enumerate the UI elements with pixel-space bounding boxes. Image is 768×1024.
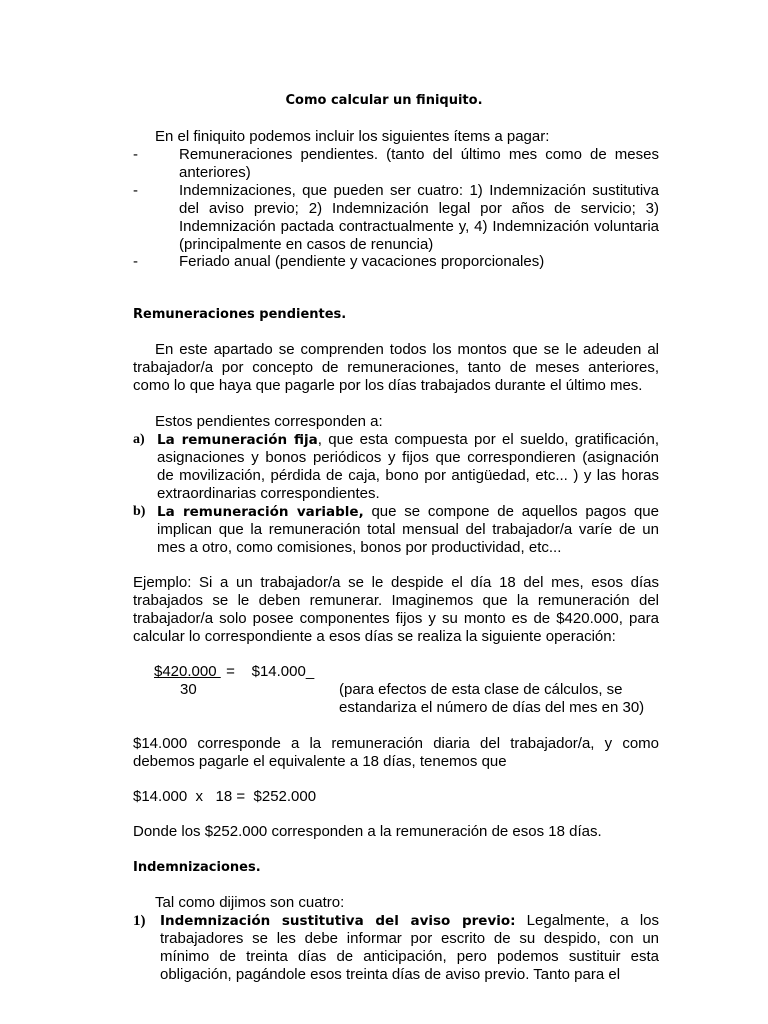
bullet-dash: - (133, 253, 138, 270)
list-item (133, 503, 659, 557)
section-heading: Indemnizaciones. (133, 860, 261, 875)
list-marker: a) (133, 432, 145, 447)
list-item-text: Feriado anual (pendiente y vacaciones proporcionales) (179, 253, 545, 270)
paragraph: Estos pendientes corresponden a: (155, 413, 383, 430)
bold-term: La remuneración fija (157, 432, 318, 448)
intro-paragraph: En el finiquito podemos incluir los siguientes ítems a pagar: (155, 128, 550, 145)
paragraph: Donde los $252.000 corresponden a la remuneración de esos 18 días. (133, 823, 602, 840)
list-item (133, 912, 659, 984)
item-text: , que esta compuesta por el sueldo, gratificación, asignaciones y bonos periódicos y fijos que correspondieren (asignación de movilización, pérdida de caja, bono por antigüedad, etc... ) y las horas extraordinarias correspondientes. (157, 431, 659, 502)
paragraph: Tal como dijimos son cuatro: (155, 894, 345, 911)
formula-result: = $14.000_ (222, 663, 315, 680)
section-heading: Remuneraciones pendientes. (133, 307, 347, 322)
list-item (133, 253, 659, 271)
example-paragraph: Ejemplo: Si a un trabajador/a se le despide el día 18 del mes, esos días trabajados se le deben remunerar. Imaginemos que la remuneración del trabajador/a solo posee componentes fijos y su monto es de $420.000, para calcular lo correspondiente a esos días se realiza la siguiente operación: (133, 574, 659, 645)
list-item-text (157, 431, 659, 503)
document-title: Como calcular un finiquito. (285, 93, 483, 108)
list-item-text (160, 912, 659, 984)
formula-denominator: 30 (180, 681, 197, 698)
bold-term: La remuneración variable, (157, 504, 364, 520)
list-item (133, 182, 659, 254)
item-text: Legalmente, a los trabajadores se les debe informar por escrito de su despido, con un mínimo de treinta días de anticipación, pero podemos sustituir esta obligación, pagándole esos treinta días de aviso previo. Tanto para el (160, 912, 660, 983)
paragraph: En este apartado se comprenden todos los montos que se le adeuden al trabajador/a por concepto de remuneraciones, tanto de meses anteriores, como lo que haya que pagarle por los días trabajados durante el último mes. (133, 341, 659, 394)
paragraph: $14.000 corresponde a la remuneración diaria del trabajador/a, y como debemos pagarle el equivalente a 18 días, tenemos que (133, 735, 659, 770)
bullet-dash: - (133, 182, 138, 199)
list-marker: b) (133, 504, 146, 519)
list-item (133, 146, 659, 182)
bullet-dash: - (133, 146, 138, 163)
list-item-text (157, 503, 659, 557)
list-item-text: Indemnizaciones, que pueden ser cuatro: 1) Indemnización sustitutiva del aviso previo; 2) Indemnización legal por años de servicio; 3) Indemnización pactada contractualmente y, 4) Indemnización voluntaria (principalmente en casos de renuncia) (179, 182, 659, 253)
formula-numerator: $420.000 (154, 663, 221, 680)
formula-note: (para efectos de esta clase de cálculos, se (339, 681, 623, 698)
calculation: $14.000 x 18 = $252.000 (133, 788, 317, 805)
formula-note: estandariza el número de días del mes en 30) (339, 699, 645, 716)
item-text: que se compone de aquellos pagos que implican que la remuneración total mensual del trabajador/a varíe de un mes a otro, como comisiones, bonos por productividad, etc... (157, 503, 659, 556)
list-item (133, 431, 659, 503)
bold-term: Indemnización sustitutiva del aviso previo: (160, 913, 516, 929)
list-marker: 1) (133, 913, 146, 929)
list-item-text: Remuneraciones pendientes. (tanto del último mes como de meses anteriores) (179, 146, 659, 181)
